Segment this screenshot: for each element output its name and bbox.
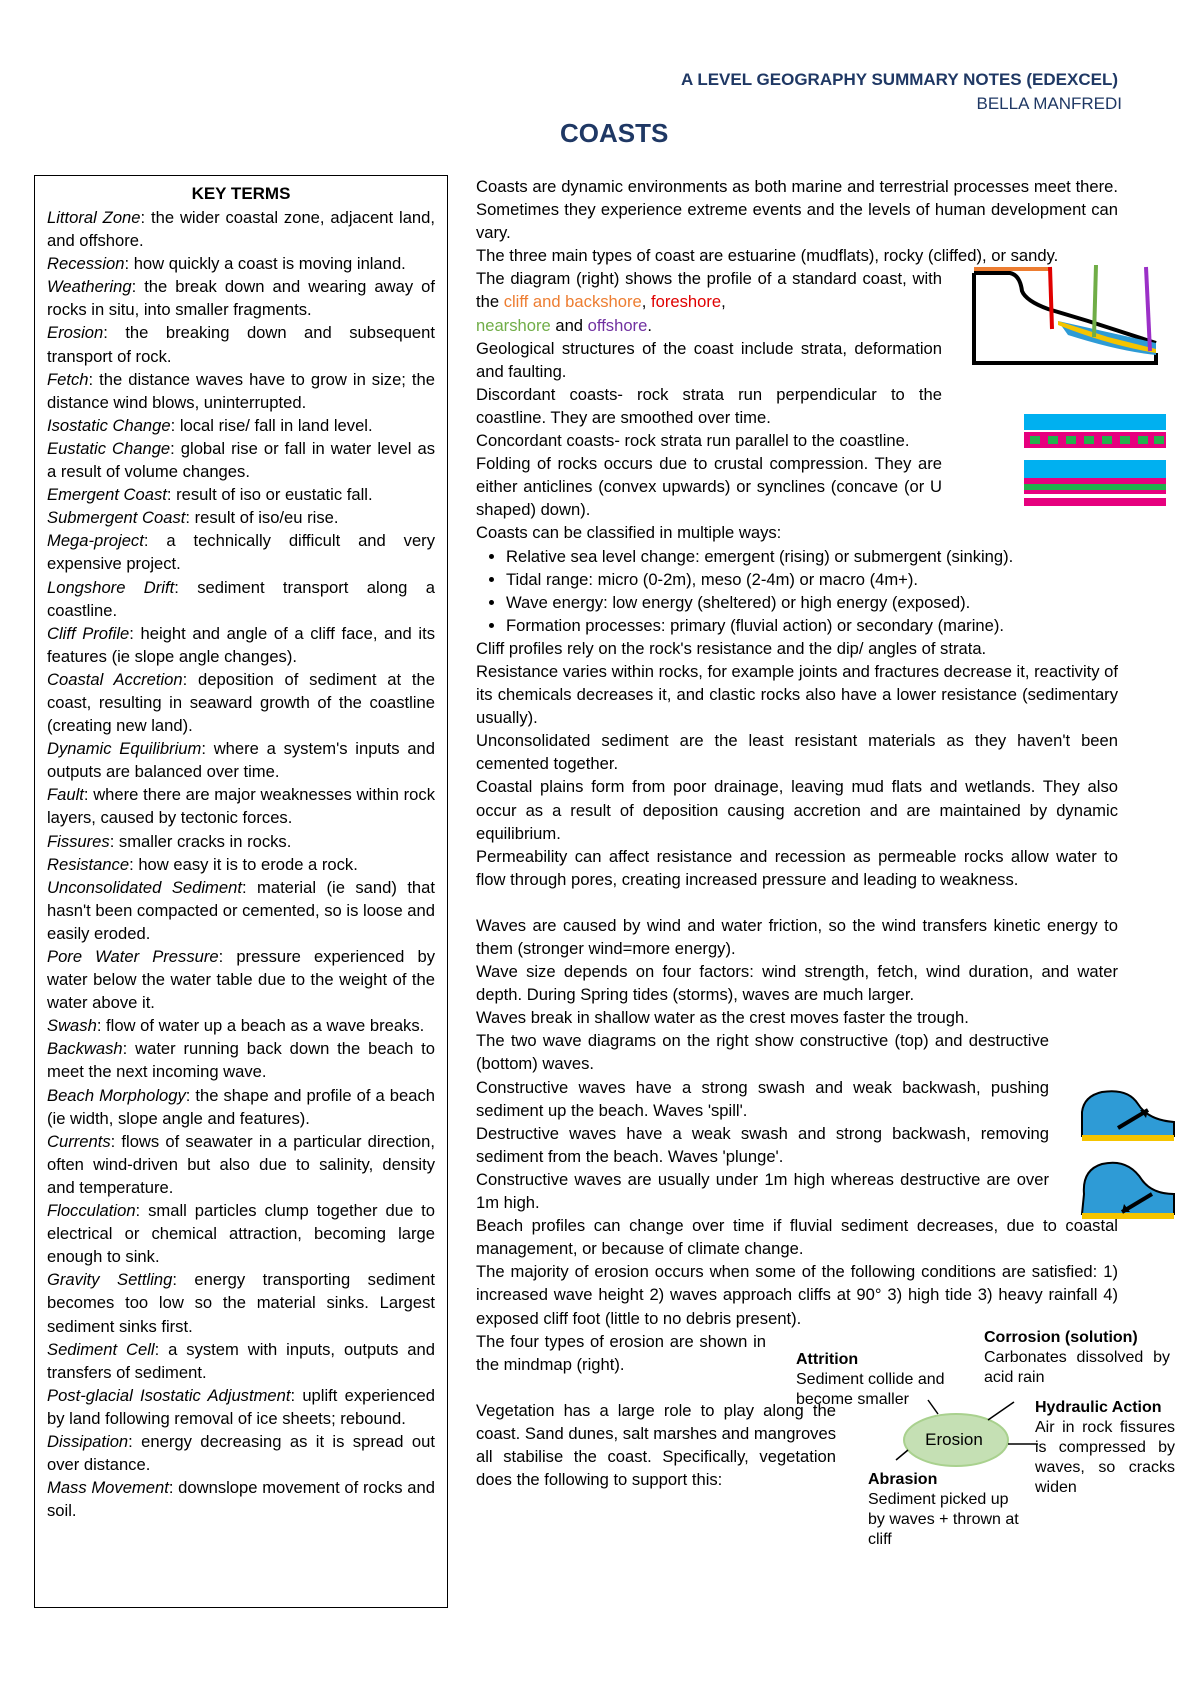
key-term: Flocculation: small particles clump together due to electrical or chemical attraction, becoming large enough to sink. — [47, 1201, 435, 1267]
key-term: Backwash: water running back down the beach to meet the next incoming wave. — [47, 1039, 435, 1082]
key-term: Post-glacial Isostatic Adjustment: uplift experienced by land following removal of ice sheets; rebound. — [47, 1385, 435, 1428]
constructive-wave-diagram — [1078, 1082, 1178, 1142]
course-title: A LEVEL GEOGRAPHY SUMMARY NOTES (EDEXCEL) — [680, 70, 1118, 89]
key-term: Recession: how quickly a coast is moving inland. — [47, 254, 406, 274]
paragraph: Coasts are dynamic environments as both marine and terrestrial processes meet there. Sometimes they experience extreme events and the levels of human development can vary. — [476, 177, 1118, 243]
key-term: Beach Morphology: the shape and profile of a beach (ie width, slope angle and features). — [47, 1085, 435, 1128]
paragraph: Wave size depends on four factors: wind strength, fetch, wind duration, and water depth. During Spring tides (storms), waves are much larger. — [476, 962, 1118, 1005]
key-term: Mass Movement: downslope movement of rocks and soil. — [47, 1478, 435, 1521]
key-term: Submergent Coast: result of iso/eu rise. — [47, 508, 339, 528]
key-term: Dissipation: energy decreasing as it is spread out over distance. — [47, 1431, 435, 1475]
destructive-wave-diagram — [1078, 1150, 1178, 1220]
key-term: Swash: flow of water up a beach as a wave breaks. — [47, 1016, 425, 1036]
key-term: Coastal Accretion: deposition of sediment at the coast, resulting in seaward growth of the coastline (creating new land). — [47, 669, 435, 736]
key-terms-list — [47, 206, 435, 1522]
key-term: Erosion: the breaking down and subsequent transport of rock. — [47, 323, 435, 366]
mindmap-corrosion: Corrosion (solution) Carbonates dissolved by acid rain — [984, 1329, 1170, 1386]
page-title: COASTS — [560, 118, 669, 148]
key-term: Sediment Cell: a system with inputs, outputs and transfers of sediment. — [47, 1339, 435, 1382]
paragraph: Geological structures of the coast include strata, deformation and faulting. — [476, 338, 942, 381]
paragraph: Destructive waves have a weak swash and strong backwash, removing sediment from the beach. Waves 'plunge'. — [476, 1123, 1049, 1166]
list-item: • Wave energy: low energy (sheltered) or high energy (exposed). — [506, 591, 1118, 614]
key-term: Currents: flows of seawater in a particular direction, often wind-driven but also due to salinity, density and temperature. — [47, 1131, 435, 1197]
paragraph: Permeability can affect resistance and recession as permeable rocks allow water to flow through pores, creating increased pressure and leading to weakness. — [476, 846, 1118, 889]
key-term: Resistance: how easy it is to erode a rock. — [47, 854, 358, 874]
paragraph: Discordant coasts- rock strata run perpendicular to the coastline. They are smoothed over time. — [476, 384, 942, 427]
key-term: Dynamic Equilibrium: where a system's inputs and outputs are balanced over time. — [47, 739, 436, 782]
mindmap-abrasion: Abrasion Sediment picked up by waves + thrown at cliff — [868, 1471, 1019, 1548]
key-terms-heading: KEY TERMS — [191, 184, 291, 203]
key-term: Isostatic Change: local rise/ fall in land level. — [47, 415, 373, 435]
key-term: Fetch: the distance waves have to grow in size; the distance wind blows, uninterrupted. — [47, 369, 435, 412]
mindmap-hydraulic: Hydraulic Action Air in rock fissures is compressed by waves, so cracks widen — [1035, 1399, 1175, 1496]
paragraph: Beach profiles can change over time if fluvial sediment decreases, due to coastal management, or because of climate change. — [476, 1216, 1118, 1259]
paragraph: Vegetation has a large role to play along the coast. Sand dunes, salt marshes and mangroves all stabilise the coast. Specifically, vegetation does the following to support this: — [476, 1400, 836, 1490]
key-term: Pore Water Pressure: pressure experienced by water below the water table due to the weight of the water above it. — [47, 947, 435, 1013]
paragraph: Coasts can be classified in multiple ways: — [476, 523, 782, 543]
list-item: • Relative sea level change: emergent (rising) or submergent (sinking). — [506, 545, 1118, 568]
key-term: Emergent Coast: result of iso or eustatic fall. — [47, 485, 373, 505]
paragraph-coast-profile: The diagram (right) shows the profile of a standard coast, with the cliff and backshore, foreshore, nearshore and offshore. — [476, 269, 942, 335]
paragraph: Unconsolidated sediment are the least resistant materials as they haven't been cemented together. — [476, 731, 1118, 774]
main-notes — [476, 175, 1118, 1491]
key-term: Longshore Drift: sediment transport along a coastline. — [47, 577, 436, 620]
paragraph: Resistance varies within rocks, for example joints and fractures decrease it, reactivity of its chemicals decreases it, and clastic rocks also have a lower resistance (sedimentary usually). — [476, 661, 1118, 728]
strata-diagram — [1022, 412, 1172, 522]
paragraph: Waves break in shallow water as the crest moves faster the trough. — [476, 1008, 969, 1028]
key-term: Weathering: the break down and wearing away of rocks in situ, into smaller fragments. — [47, 277, 435, 320]
paragraph: Coastal plains form from poor drainage, leaving mud flats and wetlands. They also occur as a result of deposition causing accretion and are maintained by dynamic equilibrium. — [476, 777, 1118, 843]
list-item: • Tidal range: micro (0-2m), meso (2-4m) or macro (4m+). — [506, 568, 1118, 591]
paragraph: The majority of erosion occurs when some of the following conditions are satisfied: 1) increased wave height 2) waves approach cliffs at 90° 3) high tide 3) heavy rainfall 4) exposed cliff foot (little to no debris present). — [476, 1262, 1118, 1328]
paragraph: Constructive waves have a strong swash and weak backwash, pushing sediment up the beach. Waves 'spill'. — [476, 1077, 1049, 1120]
list-item: • Formation processes: primary (fluvial action) or secondary (marine). — [506, 614, 1118, 637]
mindmap-center: Erosion — [925, 1430, 983, 1449]
key-terms-box — [34, 175, 448, 1608]
author-name: BELLA MANFREDI — [976, 94, 1122, 113]
paragraph: Waves are caused by wind and water friction, so the wind transfers kinetic energy to them (stronger wind=more energy). — [476, 915, 1118, 958]
paragraph: Concordant coasts- rock strata run parallel to the coastline. — [476, 431, 910, 451]
paragraph: The two wave diagrams on the right show constructive (top) and destructive (bottom) waves. — [476, 1031, 1049, 1074]
key-term: Mega-project: a technically difficult and very expensive project. — [47, 531, 435, 574]
coast-profile-diagram — [968, 265, 1160, 370]
paragraph: The four types of erosion are shown in the mindmap (right). — [476, 1331, 766, 1374]
key-term: Eustatic Change: global rise or fall in water level as a result of volume changes. — [47, 438, 435, 482]
classification-list — [476, 545, 1118, 637]
key-term: Fault: where there are major weaknesses within rock layers, caused by tectonic forces. — [47, 785, 435, 828]
paragraph: Cliff profiles rely on the rock's resistance and the dip/ angles of strata. — [476, 638, 987, 658]
key-term: Fissures: smaller cracks in rocks. — [47, 831, 292, 851]
key-term: Unconsolidated Sediment: material (ie sand) that hasn't been compacted or cemented, so is loose and easily eroded. — [47, 877, 436, 943]
paragraph: The three main types of coast are estuarine (mudflats), rocky (cliffed), or sandy. — [476, 246, 1059, 266]
key-term: Gravity Settling: energy transporting sediment becomes too low so the material sinks. Largest sediment sinks first. — [47, 1270, 436, 1336]
mindmap-attrition: Attrition Sediment collide and become smaller — [796, 1351, 945, 1408]
key-term: Cliff Profile: height and angle of a cliff face, and its features (ie slope angle changes). — [47, 623, 435, 666]
paragraph: Folding of rocks occurs due to crustal compression. They are either anticlines (convex upwards) or synclines (concave (or U shaped) down). — [476, 454, 942, 520]
key-term: Littoral Zone: the wider coastal zone, adjacent land, and offshore. — [47, 208, 435, 251]
paragraph: Constructive waves are usually under 1m high whereas destructive are over 1m high. — [476, 1169, 1049, 1213]
